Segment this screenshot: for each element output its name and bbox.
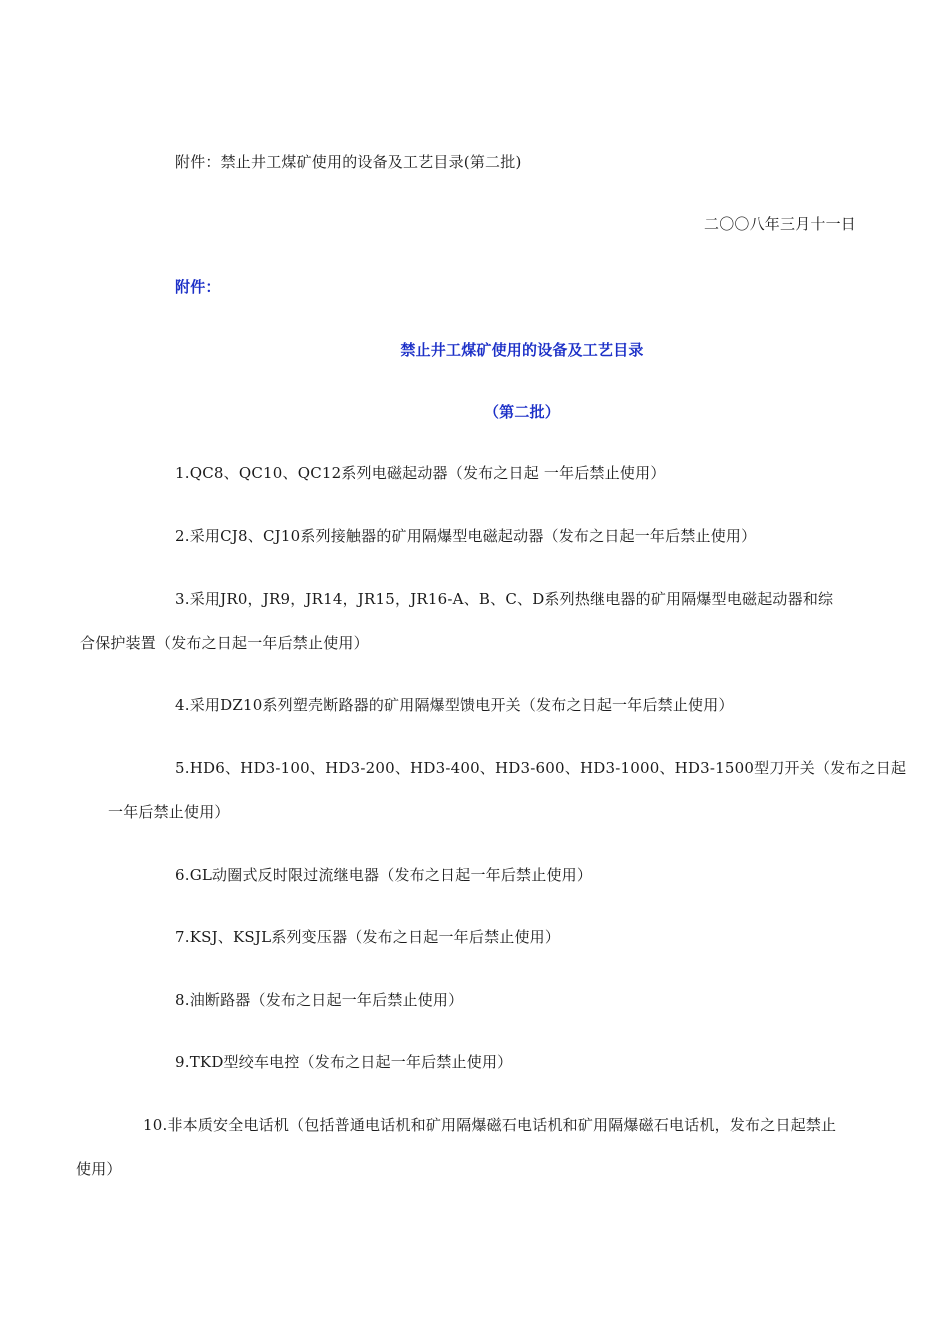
- list-item-10-line1: 10.非本质安全电话机（包括普通电话机和矿用隔爆磁石电话机和矿用隔爆磁石电话机，发布之日起禁止: [143, 1116, 837, 1134]
- list-item-4: 4.采用DZ10系列塑壳断路器的矿用隔爆型馈电开关（发布之日起一年后禁止使用）: [175, 696, 734, 714]
- document-title: 禁止井工煤矿使用的设备及工艺目录: [400, 341, 644, 359]
- list-item-6: 6.GL动圈式反时限过流继电器（发布之日起一年后禁止使用）: [175, 866, 593, 884]
- attachment-note: 附件：禁止井工煤矿使用的设备及工艺目录(第二批): [175, 153, 522, 171]
- document-subtitle: （第二批）: [483, 403, 560, 421]
- list-item-2: 2.采用CJ8、CJ10系列接触器的矿用隔爆型电磁起动器（发布之日起一年后禁止使用）: [175, 527, 757, 545]
- document-date: 二〇〇八年三月十一日: [704, 215, 857, 233]
- list-item-8: 8.油断路器（发布之日起一年后禁止使用）: [175, 991, 464, 1009]
- list-item-3-line1: 3.采用JR0，JR9，JR14，JR15，JR16-A、B、C、D系列热继电器的矿用隔爆型电磁起动器和综: [175, 590, 834, 608]
- list-item-3-line2: 合保护装置（发布之日起一年后禁止使用）: [80, 634, 369, 652]
- list-item-5-line1: 5.HD6、HD3-100、HD3-200、HD3-400、HD3-600、HD3-1000、HD3-1500型刀开关（发布之日起: [175, 759, 907, 777]
- list-item-5-line2: 一年后禁止使用）: [108, 803, 230, 821]
- list-item-7: 7.KSJ、KSJL系列变压器（发布之日起一年后禁止使用）: [175, 928, 561, 946]
- list-item-1: 1.QC8、QC10、QC12系列电磁起动器（发布之日起 一年后禁止使用）: [175, 464, 666, 482]
- list-item-9: 9.TKD型绞车电控（发布之日起一年后禁止使用）: [175, 1053, 513, 1071]
- attachment-label: 附件：: [175, 278, 221, 296]
- list-item-10-line2: 使用）: [76, 1160, 122, 1178]
